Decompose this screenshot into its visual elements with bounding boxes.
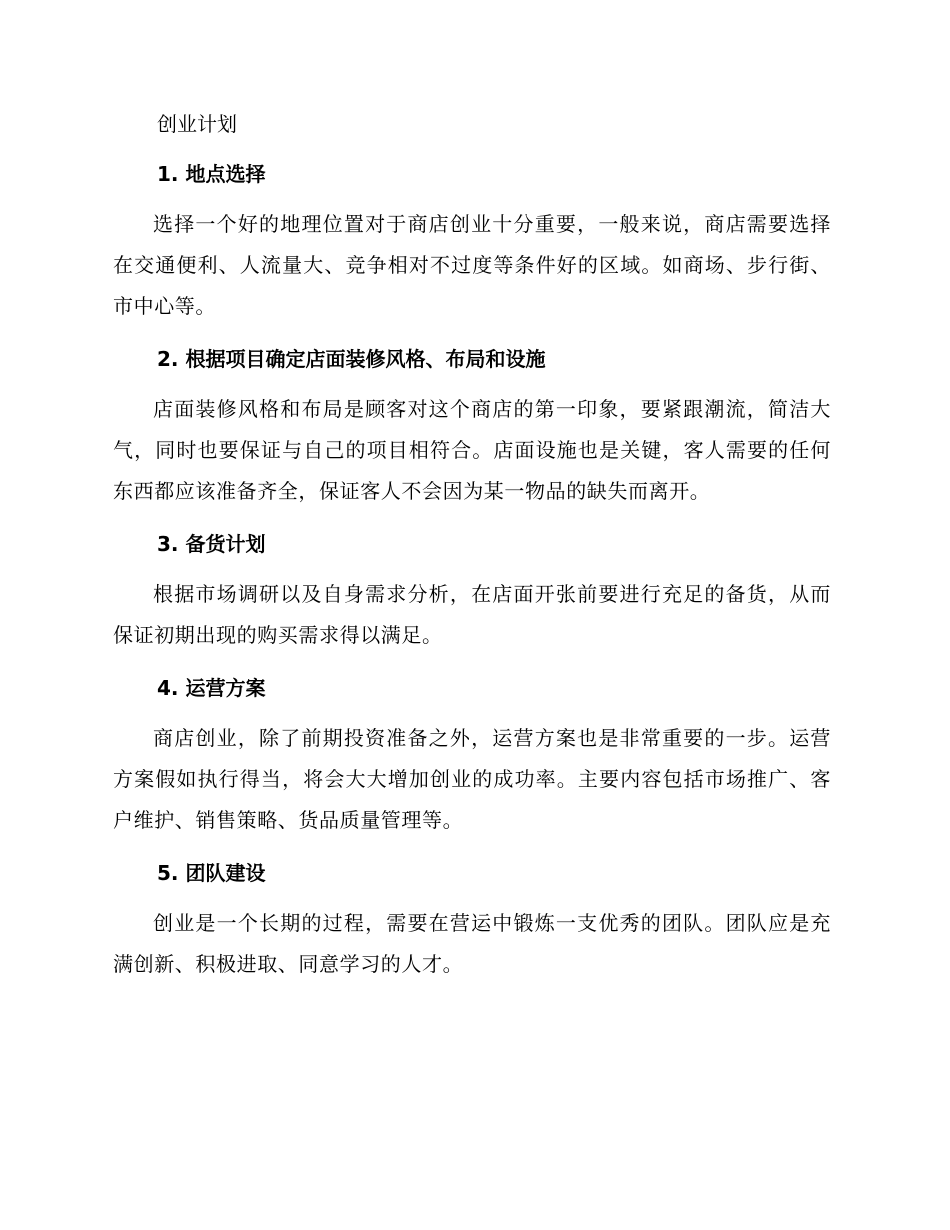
section-location [113,154,831,327]
section-operations [113,668,831,841]
section-heading: 3. 备货计划 [157,532,266,556]
section-body: 店面装修风格和布局是顾客对这个商店的第一印象，要紧跟潮流，简洁大气，同时也要保证与自己的项目相符合。店面设施也是关键，客人需要的任何东西都应该准备齐全，保证客人不会因为某一物品的缺失而离开。 [113,397,831,503]
section-team [113,853,831,985]
section-body: 商店创业，除了前期投资准备之外，运营方案也是非常重要的一步。运营方案假如执行得当，将会大大增加创业的成功率。主要内容包括市场推广、客户维护、销售策略、货品质量管理等。 [113,726,831,832]
section-decoration [113,339,831,512]
section-stocking [113,524,831,656]
section-heading: 4. 运营方案 [157,676,266,700]
section-body: 根据市场调研以及自身需求分析，在店面开张前要进行充足的备货，从而保证初期出现的购买需求得以满足。 [113,582,831,647]
section-heading: 1. 地点选择 [157,162,266,186]
section-body: 选择一个好的地理位置对于商店创业十分重要，一般来说，商店需要选择在交通便利、人流量大、竞争相对不过度等条件好的区域。如商场、步行街、市中心等。 [113,212,831,318]
document-page [113,104,831,997]
section-heading: 2. 根据项目确定店面装修风格、布局和设施 [157,347,546,371]
section-body: 创业是一个长期的过程，需要在营运中锻炼一支优秀的团队。团队应是充满创新、积极进取、同意学习的人才。 [113,911,831,976]
section-heading: 5. 团队建设 [157,861,266,885]
document-title: 创业计划 [157,112,237,136]
